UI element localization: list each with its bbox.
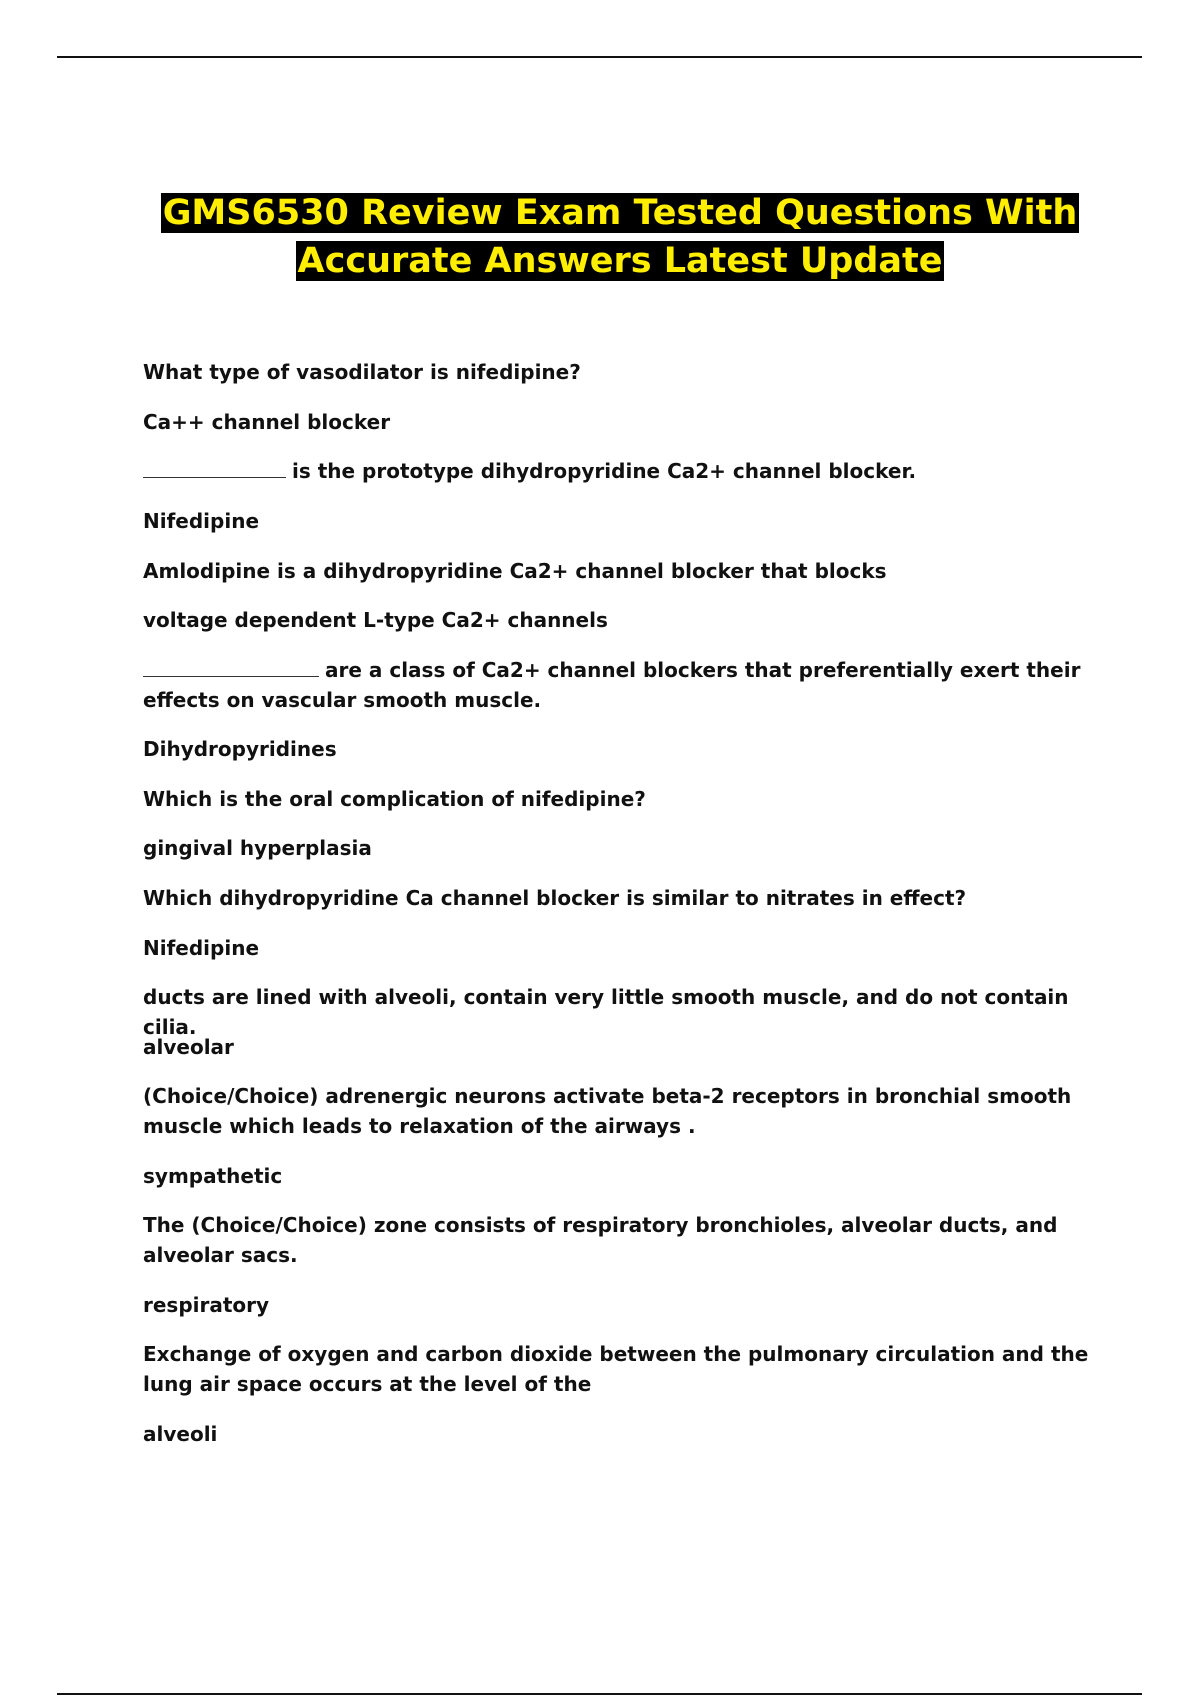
header-rule — [57, 56, 1142, 58]
question-5: Which is the oral complication of nifedipine? — [143, 787, 646, 811]
question-8: (Choice/Choice) adrenergic neurons activate beta-2 receptors in bronchial smooth muscle which leads to relaxation of the airways . — [143, 1084, 1072, 1138]
question-10: Exchange of oxygen and carbon dioxide between the pulmonary circulation and the lung air space occurs at the level of the — [143, 1342, 1089, 1396]
question-9: The (Choice/Choice) zone consists of respiratory bronchioles, alveolar ducts, and alveolar sacs. — [143, 1213, 1058, 1267]
title-line-1: GMS6530 Review Exam Tested Questions With — [162, 193, 1078, 233]
answer-7: alveolar — [143, 1035, 234, 1059]
document-title — [150, 189, 1090, 285]
fill-in-blank — [143, 459, 286, 478]
question-4 — [143, 655, 1103, 715]
question-4-text: are a class of Ca2+ channel blockers that preferentially exert their effects on vascular smooth muscle. — [143, 658, 1081, 712]
answer-3: voltage dependent L-type Ca2+ channels — [143, 608, 608, 632]
answer-2: Nifedipine — [143, 509, 260, 533]
answer-9: respiratory — [143, 1293, 270, 1317]
fill-in-blank — [143, 658, 319, 677]
answer-5: gingival hyperplasia — [143, 836, 372, 860]
question-7: ducts are lined with alveoli, contain very little smooth muscle, and do not contain cilia. — [143, 985, 1069, 1039]
question-2-text: is the prototype dihydropyridine Ca2+ channel blocker. — [292, 459, 917, 483]
answer-4: Dihydropyridines — [143, 737, 337, 761]
question-3: Amlodipine is a dihydropyridine Ca2+ channel blocker that blocks — [143, 559, 887, 583]
answer-8: sympathetic — [143, 1164, 283, 1188]
title-line-2: Accurate Answers Latest Update — [297, 241, 943, 281]
footer-rule — [57, 1693, 1142, 1695]
question-1: What type of vasodilator is nifedipine? — [143, 360, 581, 384]
question-6: Which dihydropyridine Ca channel blocker is similar to nitrates in effect? — [143, 886, 967, 910]
answer-6: Nifedipine — [143, 936, 260, 960]
answer-10: alveoli — [143, 1422, 218, 1446]
question-2 — [143, 456, 1103, 486]
answer-1: Ca++ channel blocker — [143, 410, 391, 434]
